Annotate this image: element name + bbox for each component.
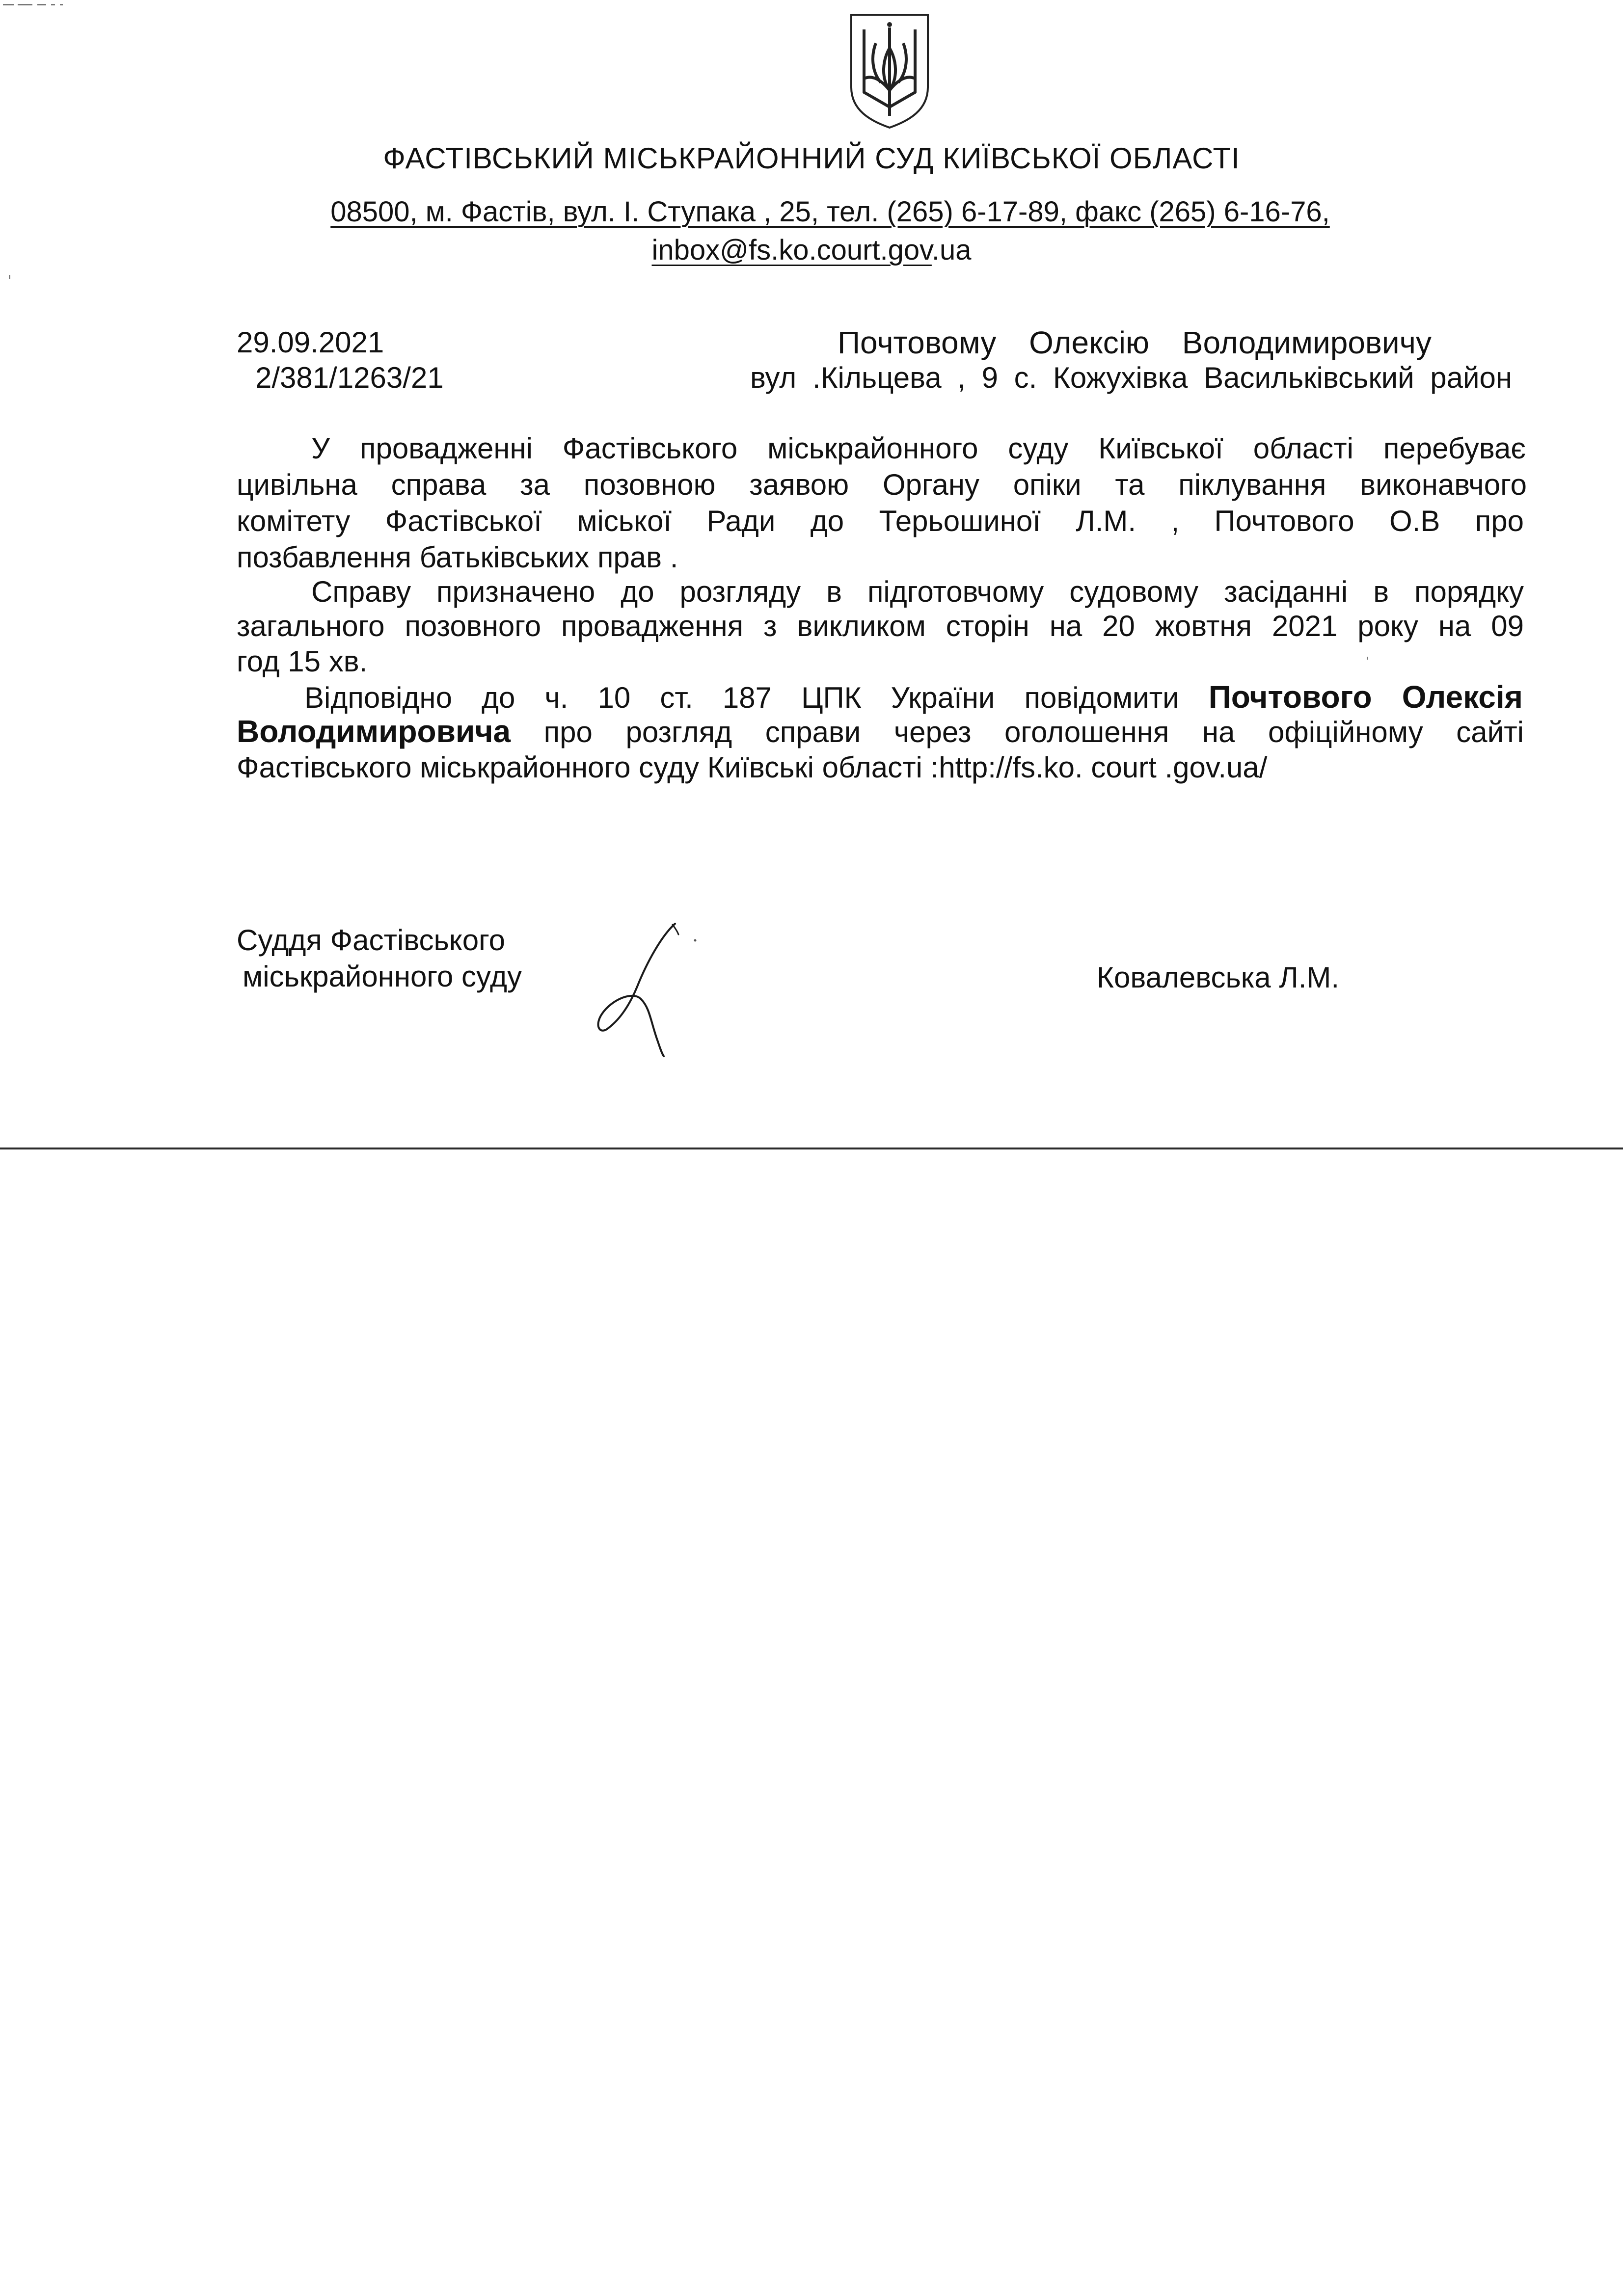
paragraph-2-line-3: год 15 хв. bbox=[237, 645, 368, 678]
document-date: 29.09.2021 bbox=[237, 326, 384, 359]
notice-legal-basis: Відповідно до ч. 10 ст. 187 ЦПК України повідомити bbox=[304, 681, 1179, 714]
notice-person-name: Почтового Олексія bbox=[1208, 679, 1523, 715]
paragraph-2-line-2: загального позовного провадження з викликом сторін на 20 жовтня 2021 року на 09 bbox=[237, 610, 1524, 642]
recipient-name: Почтовому Олексію Володимировичу bbox=[838, 325, 1432, 360]
paragraph-1-line-1: У провадженні Фастівського міськрайонного суду Київської області перебуває bbox=[311, 432, 1526, 465]
paragraph-2-line-1: Справу призначено до розгляду в підготовчому судовому засіданні в порядку bbox=[311, 575, 1524, 608]
scan-speck bbox=[1367, 657, 1368, 660]
notice-person-patronymic: Володимировича bbox=[237, 714, 511, 749]
court-address: 08500, м. Фастів, вул. І. Ступака , 25, тел. (265) 6-17-89, факс (265) 6-16-76, bbox=[330, 196, 1330, 228]
document-reference: 2/381/1263/21 bbox=[255, 361, 444, 394]
paragraph-3-line-3: Фастівського міськрайонного суду Київські області :http://fs.ko. court .gov.ua/ bbox=[237, 751, 1268, 784]
signature-title-line-1: Суддя Фастівського bbox=[237, 924, 506, 957]
paragraph-1-line-3: комітету Фастівської міської Ради до Терьошиної Л.М. , Почтового О.В про bbox=[237, 505, 1524, 537]
court-email bbox=[0, 234, 1623, 267]
paragraph-1-line-4: позбавлення батьківських прав . bbox=[237, 541, 678, 574]
recipient-address: вул .Кільцева , 9 с. Кожухівка Васильківський район bbox=[750, 361, 1512, 394]
court-name: ФАСТІВСЬКИЙ МІСЬКРАЙОННИЙ СУД КИЇВСЬКОЇ ОБЛАСТІ bbox=[383, 142, 1240, 175]
scan-speck bbox=[18, 4, 32, 5]
paragraph-3-line-1 bbox=[304, 681, 1523, 713]
scan-speck bbox=[51, 4, 55, 5]
paragraph-3-line-2 bbox=[237, 716, 1524, 747]
notice-method: про розгляд справи через оголошення на офіційному сайті bbox=[543, 716, 1524, 748]
court-email-address: inbox@fs.ko.court.gov bbox=[651, 234, 932, 266]
paragraph-1-line-2: цивільна справа за позовною заявою Органу опіки та піклування виконавчого bbox=[237, 468, 1527, 501]
handwritten-signature bbox=[579, 917, 707, 1059]
scan-speck bbox=[3, 4, 14, 5]
scan-speck bbox=[9, 275, 10, 279]
court-email-domain: .ua bbox=[931, 234, 972, 266]
signature-title-line-2: міськрайонного суду bbox=[243, 960, 522, 993]
scan-speck bbox=[60, 4, 63, 5]
page-divider bbox=[0, 1148, 1623, 1149]
scan-speck bbox=[37, 4, 46, 5]
judge-name: Ковалевська Л.М. bbox=[1097, 961, 1340, 994]
coat-of-arms-icon bbox=[840, 9, 939, 132]
